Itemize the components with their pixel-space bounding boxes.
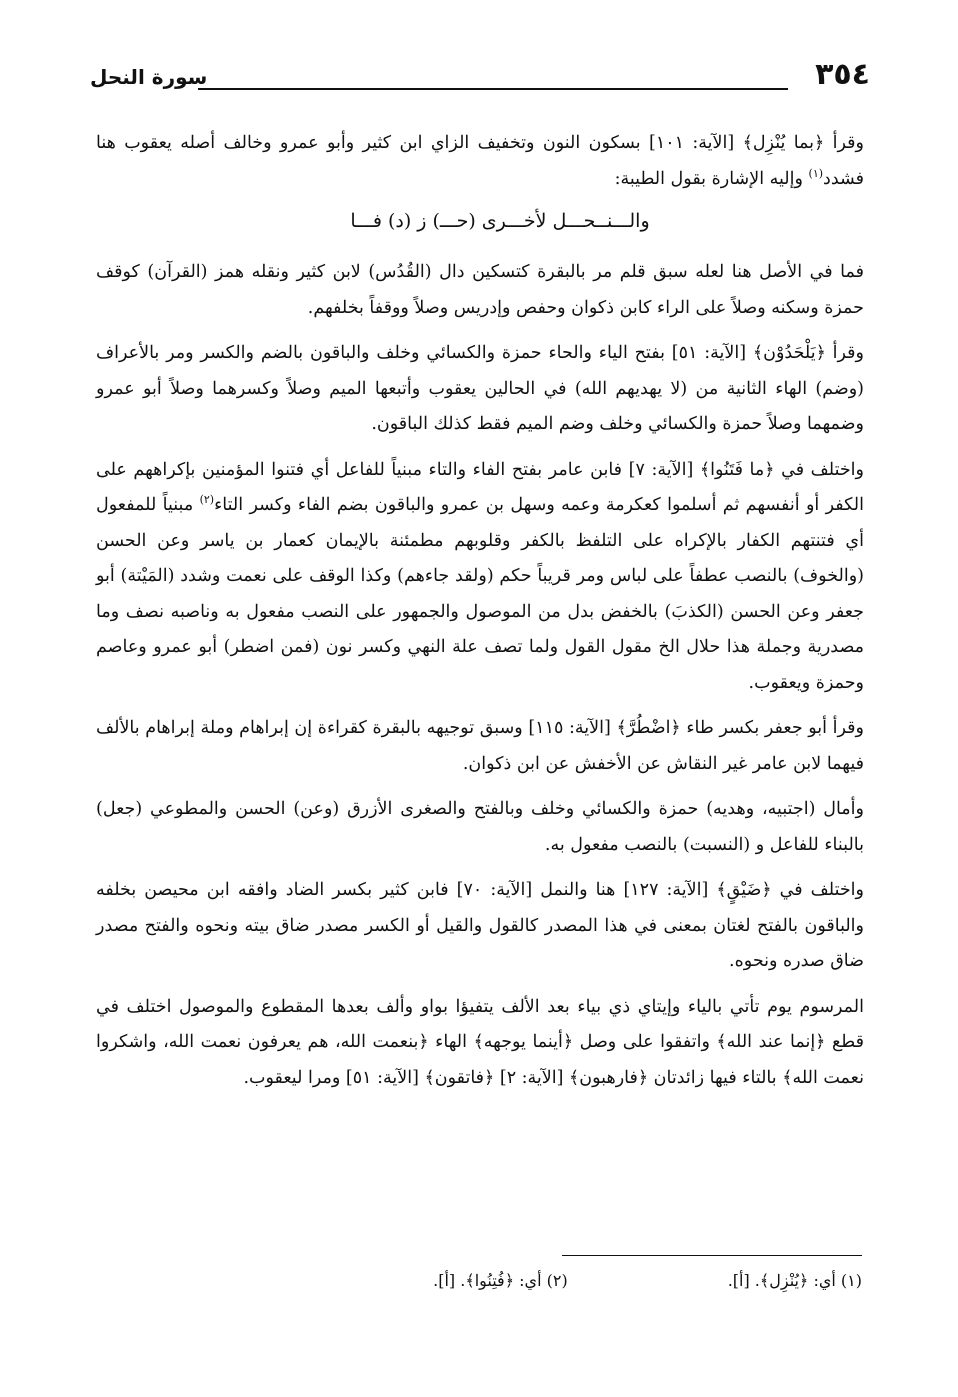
page-body — [96, 126, 864, 1106]
footnote-marker: (٢) — [199, 493, 215, 507]
header-divider — [198, 88, 788, 90]
footnotes — [94, 1268, 862, 1294]
paragraph: وأمال (اجتبيه، وهديه) حمزة والكسائي وخلف وبالفتح والصغرى الأزرق (وعن) الحسن والمطوعي (جعل) بالبناء للفاعل و (النسبت) بالنصب مفعول به. — [96, 799, 864, 855]
paragraph: المرسوم يوم تأتي بالياء وإيتاي ذي بياء بعد الألف يتفيؤا بواو وألف بعدها المقطوع والموصول اختلف في قطع ﴿إنما عند الله﴾ واتفقوا على وصل ﴿أينما يوجهه﴾ الهاء ﴿بنعمت الله، هم يعرفون نعمت الله، واشكروا نعمت الله﴾ بالتاء فيها زائدتان ﴿فارهبون﴾ [الآية: ٢] ﴿فاتقون﴾ [الآية: ٥١] ومرا ليعقوب. — [96, 996, 864, 1088]
page-header — [90, 55, 870, 99]
poem-verse: والـــنــحـــل لأخـــرى (حـــ) ز (د) فـــا — [350, 210, 650, 232]
paragraph: وقرأ ﴿يَلْحَدُوْن﴾ [الآية: ٥١] بفتح الياء والحاء حمزة والكسائي وخلف والباقون بالضم والكسر ومر بالأعراف (وضم) الهاء الثانية من (لا يهديهم الله) في الحالين يعقوب وأتبعها الميم وصلاً وكسرهما وصلاً أبو عمرو وضمهما وصلاً حمزة والكسائي وخلف وضم الميم فقط كذلك الباقون. — [96, 343, 864, 434]
surah-title: سورة النحل — [90, 65, 208, 89]
paragraph-text: مبنياً للمفعول أي فتنتهم الكفار بالإكراه على التلفظ بالكفر وقلوبهم مطمئنة بالإيمان كعمار بن ياسر وعن الحسن (والخوف) بالنصب عطفاً على لباس ومر قريباً حكم (ولقد جاءهم) وكذا الوقف على نعمت وشدد (المَيْتة) أبو جعفر وعن الحسن (الكذبَ) بالخفض بدل من الموصول والجمهور على النصب مفعول به وناصبه نصف وما مصدرية وجملة هذا حلال الخ مقول القول ولما تصف علة النهي وكسر نون (فمن اضطر) أبو عمرو وعاصم وحمزة ويعقوب. — [96, 495, 864, 693]
paragraph-text: وإليه الإشارة بقول الطيبة: — [614, 168, 803, 189]
paragraph-text: واختلف في ﴿ما فَتَنُوا﴾ [الآية: ٧] فابن عامر بفتح الفاء والتاء مبنياً للفاعل أي فتنوا المؤمنين بإكراههم على الكفر أو أنفسهم ثم أسلموا كعكرمة وعمه وسهل بن عمرو والباقون بضم الفاء وكسر التاء — [96, 459, 864, 515]
paragraph: فما في الأصل هنا لعله سبق قلم مر بالبقرة كتسكين دال (القُدُس) لابن كثير ونقله همز (القرآن) كوقف حمزة وسكنه وصلاً على الراء كابن ذكوان وحفص وإدريس وصلاً ووقفاً بخلفهم. — [96, 262, 864, 318]
paragraph — [96, 126, 864, 197]
footnote-divider — [562, 1255, 862, 1256]
paragraph-text: وقرأ ﴿بما يُنْزِل﴾ [الآية: ١٠١] بسكون النون وتخفيف الزاي ابن كثير وأبو عمرو وخالف أصله يعقوب هنا فشدد — [96, 133, 864, 189]
footnote-marker: (١) — [808, 166, 824, 180]
paragraph — [96, 453, 864, 702]
footnote-1: (١) أي: ﴿يُنْزِل﴾. [أ]. — [727, 1271, 862, 1290]
paragraph: وقرأ أبو جعفر بكسر طاء ﴿اضْطُرَّ﴾ [الآية: ١١٥] وسبق توجيهه بالبقرة كقراءة إن إبراهام وملة إبراهام بالألف فيهما لابن عامر غير النقاش عن الأخفش عن ابن ذكوان. — [96, 718, 864, 774]
page-number: ٣٥٤ — [815, 57, 870, 92]
paragraph: واختلف في ﴿ضَيْقٍ﴾ [الآية: ١٢٧] هنا والنمل [الآية: ٧٠] فابن كثير بكسر الضاد وافقه ابن محيصن بخلفه والباقون بالفتح لغتان بمعنى في هذا المصدر كالقول والقيل أو الكسر مصدر ضاق بيته ونحوه والفتح مصدر ضاق صدره ونحوه. — [96, 880, 864, 971]
footnote-2: (٢) أي: ﴿فُتِنُوا﴾. [أ]. — [433, 1271, 568, 1290]
